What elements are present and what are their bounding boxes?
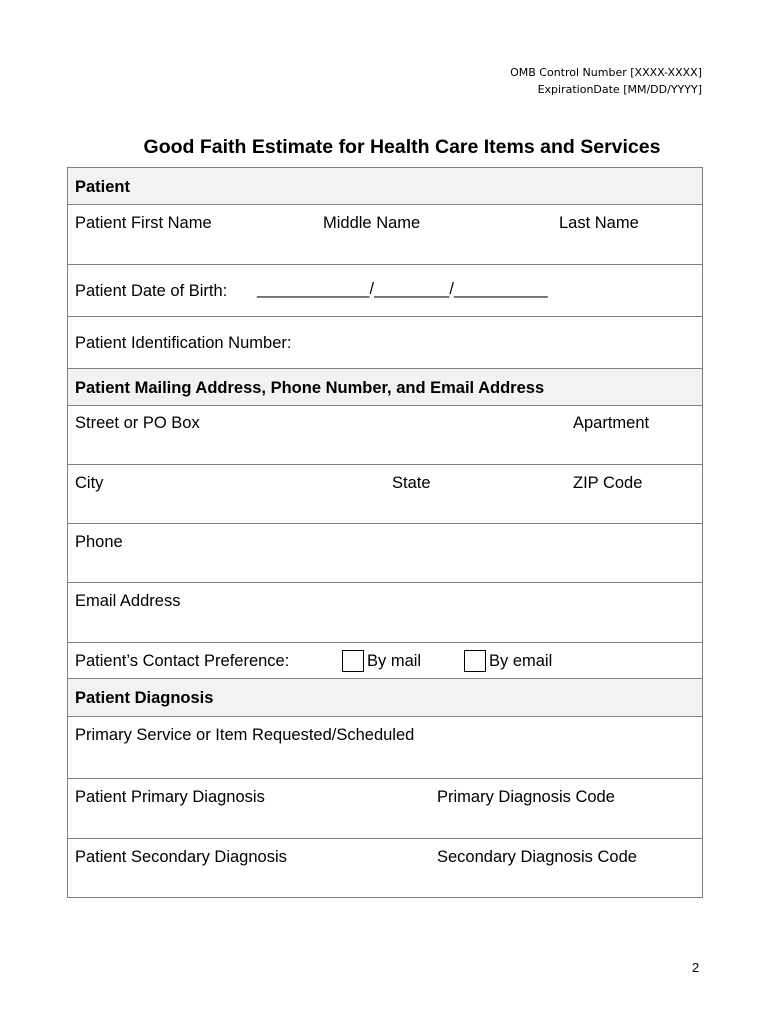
street-row[interactable]: [68, 406, 702, 465]
phone-row[interactable]: [68, 524, 702, 583]
secondary-diagnosis-code-label: Secondary Diagnosis Code: [437, 848, 637, 866]
expiration-date: ExpirationDate [MM/DD/YYYY]: [537, 83, 702, 96]
city-row[interactable]: [68, 465, 702, 524]
page-number: 2: [692, 960, 700, 975]
section-diagnosis-title: Patient Diagnosis: [75, 689, 214, 707]
by-email-checkbox[interactable]: [464, 650, 486, 672]
middle-name-label: Middle Name: [323, 214, 421, 232]
patient-form: [67, 167, 703, 898]
city-label: City: [75, 474, 104, 492]
primary-diagnosis-label: Patient Primary Diagnosis: [75, 788, 265, 806]
dob-blank-line[interactable]: ____________/________/__________: [257, 280, 548, 298]
phone-label: Phone: [75, 533, 123, 551]
email-label: Email Address: [75, 592, 181, 610]
by-mail-checkbox[interactable]: [342, 650, 364, 672]
contact-preference-label: Patient’s Contact Preference:: [75, 652, 290, 670]
section-mailing-title: Patient Mailing Address, Phone Number, and Email Address: [75, 379, 545, 397]
dob-row[interactable]: [68, 265, 702, 317]
section-mailing-header: [68, 369, 702, 406]
state-label: State: [392, 474, 431, 492]
email-row[interactable]: [68, 583, 702, 643]
omb-header: [510, 64, 702, 98]
section-patient-title: Patient: [75, 178, 131, 196]
id-number-row[interactable]: [68, 317, 702, 369]
section-diagnosis-header: [68, 679, 702, 717]
zip-label: ZIP Code: [573, 474, 643, 492]
primary-service-row[interactable]: [68, 717, 702, 779]
street-label: Street or PO Box: [75, 414, 200, 432]
first-name-label: Patient First Name: [75, 214, 212, 232]
primary-service-label: Primary Service or Item Requested/Scheduled: [75, 726, 415, 744]
secondary-diagnosis-row[interactable]: [68, 839, 702, 899]
page-title: Good Faith Estimate for Health Care Items and Services: [143, 136, 661, 158]
apartment-label: Apartment: [573, 414, 650, 432]
primary-diagnosis-row[interactable]: [68, 779, 702, 839]
primary-diagnosis-code-label: Primary Diagnosis Code: [437, 788, 615, 806]
name-row[interactable]: [68, 205, 702, 265]
section-patient-header: [68, 168, 702, 205]
id-number-label: Patient Identification Number:: [75, 334, 292, 352]
last-name-label: Last Name: [559, 214, 639, 232]
omb-control-number: OMB Control Number [XXXX-XXXX]: [510, 66, 702, 79]
secondary-diagnosis-label: Patient Secondary Diagnosis: [75, 848, 287, 866]
by-mail-label: By mail: [367, 652, 422, 670]
by-email-label: By email: [489, 652, 553, 670]
contact-preference-row: [68, 643, 702, 679]
dob-label: Patient Date of Birth:: [75, 282, 228, 300]
